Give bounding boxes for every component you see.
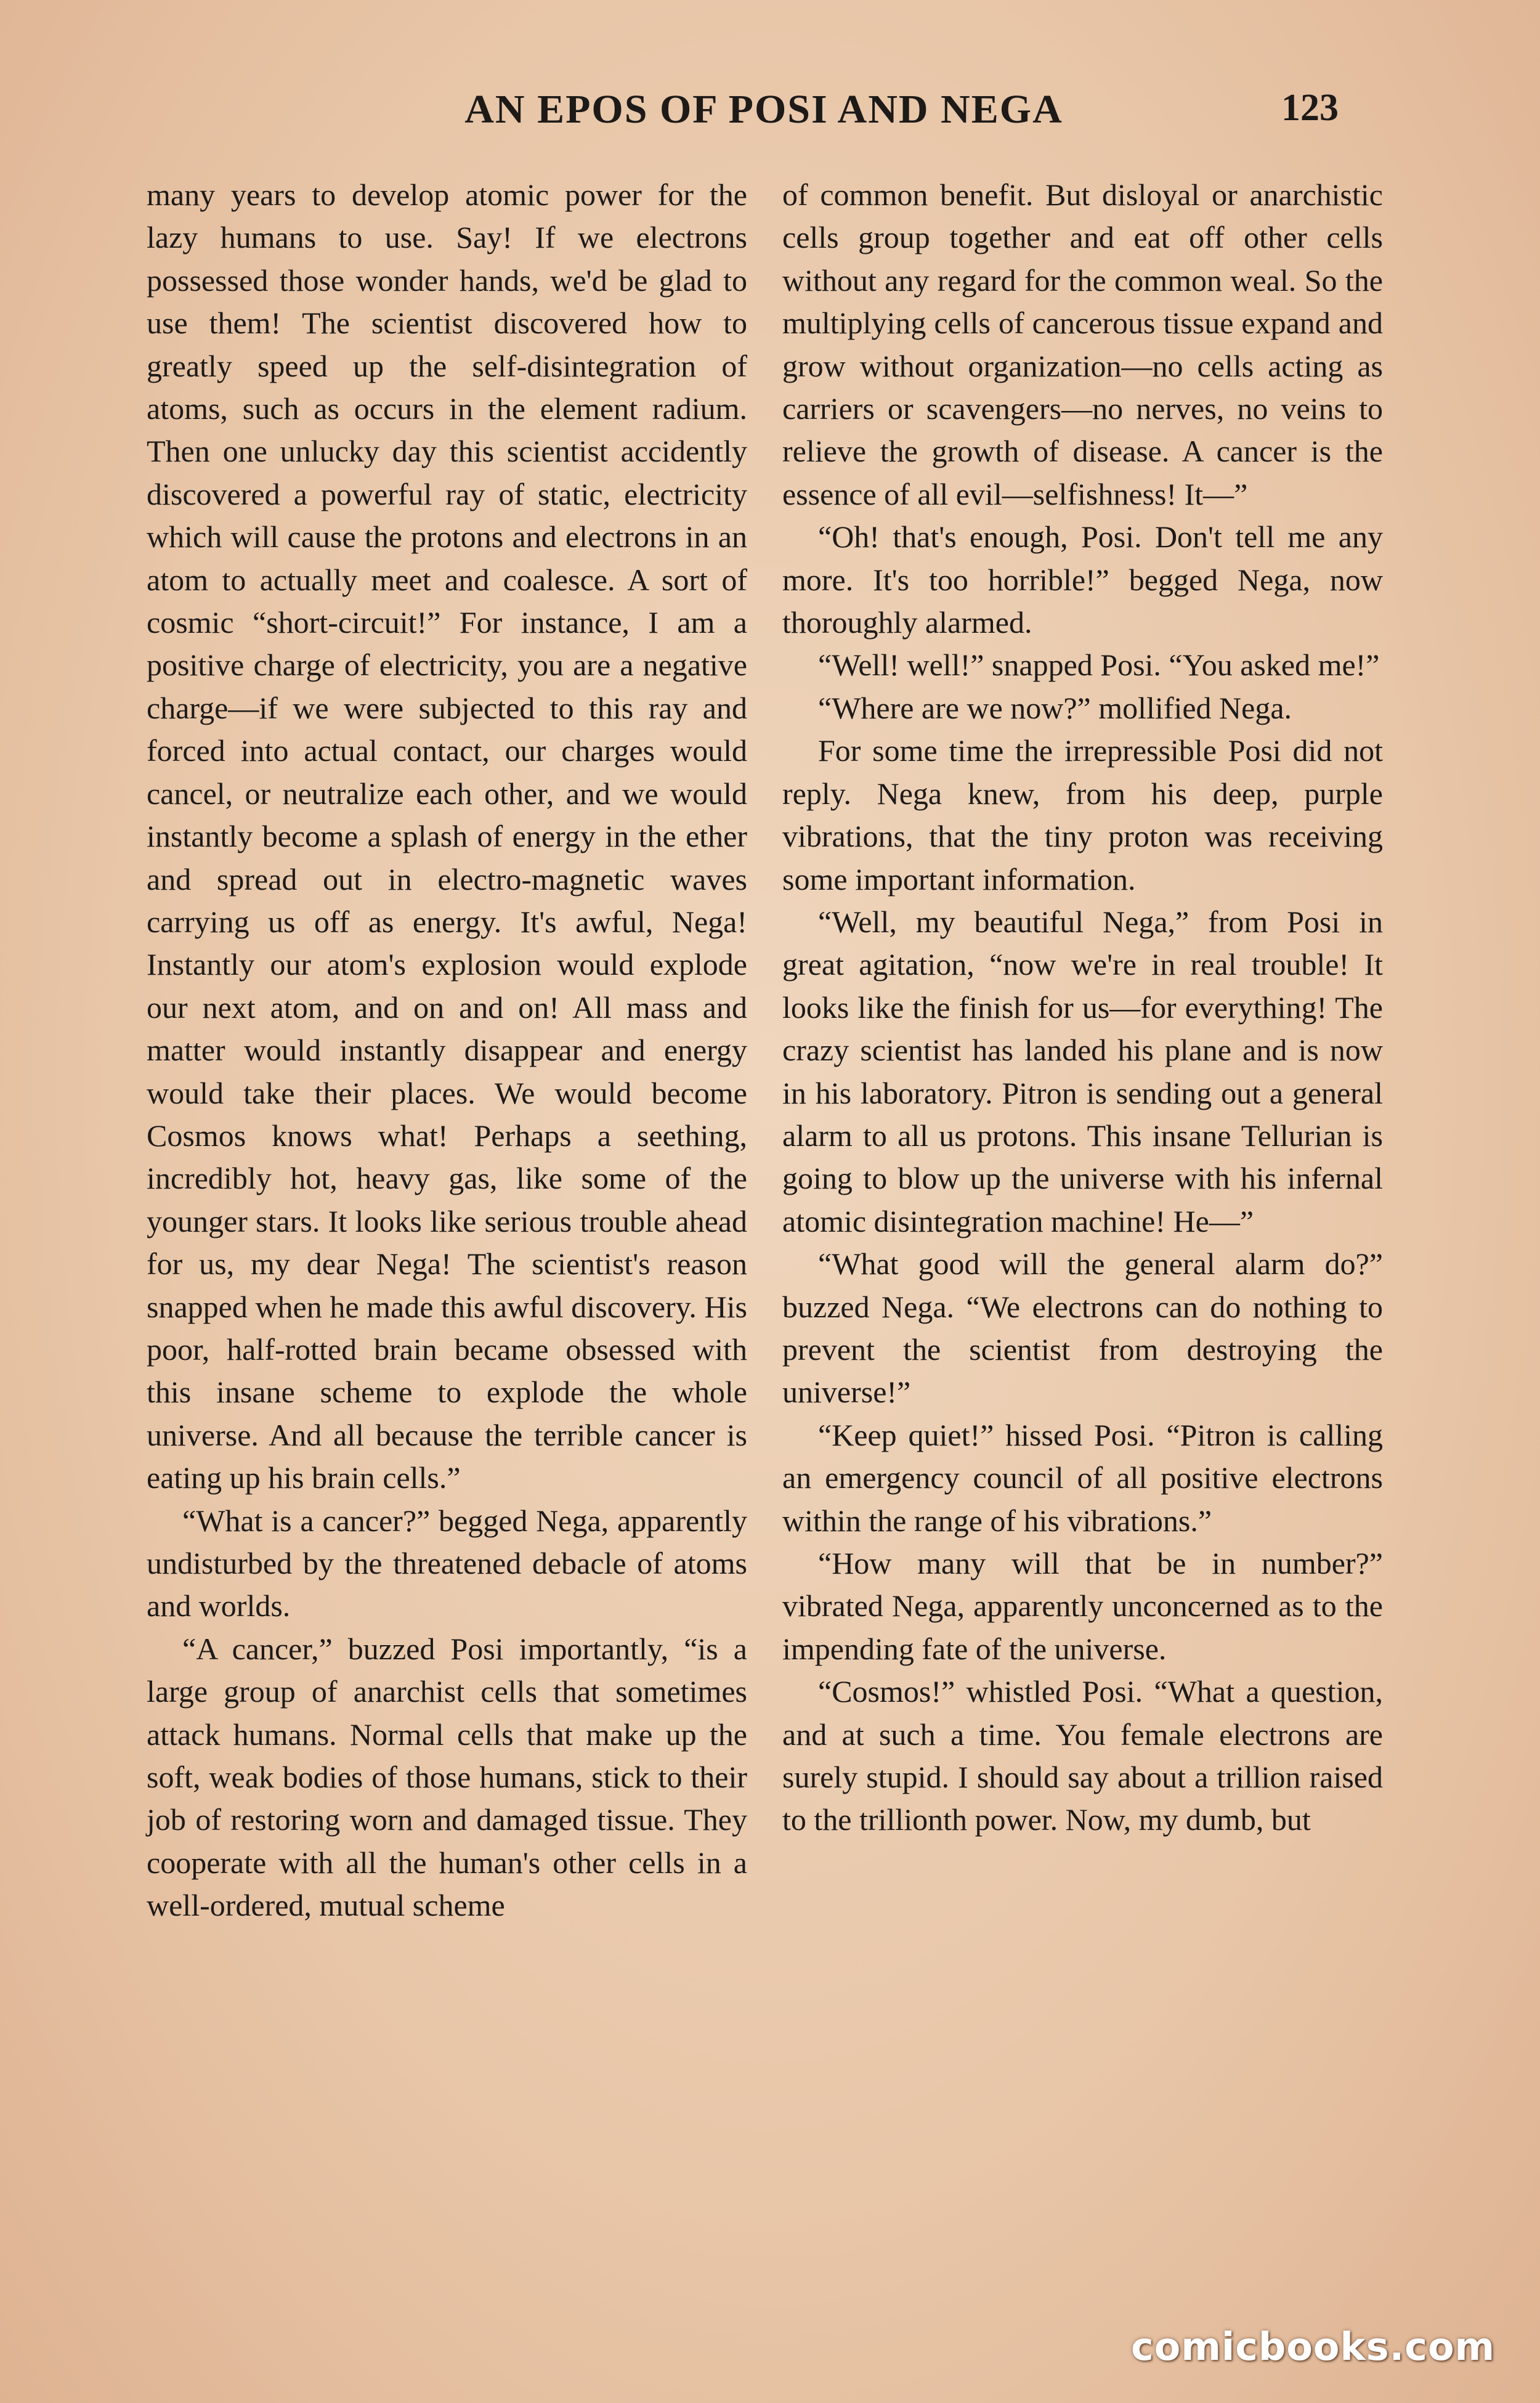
right-column [782, 174, 1383, 1842]
running-title: AN EPOS OF POSI AND NEGA [464, 87, 1063, 132]
page-header [0, 86, 1540, 148]
paragraph: “A cancer,” buzzed Posi importantly, “is a large group of anarchist cells that sometimes attack humans. Normal cells that make up the soft, weak bodies of those humans, stick to their job of restoring worn and damaged tissue. They cooperate with all the human's other cells in a well-ordered, mutual scheme [147, 1631, 747, 1923]
paragraph: “Where are we now?” mollified Nega. [818, 690, 1292, 725]
page-number: 123 [1281, 87, 1339, 129]
paragraph: of common benefit. But disloyal or anarchistic cells group together and eat off other cells without any regard for the common weal. So the multiplying cells of cancerous tissue expand and grow without organization—no cells acting as carriers or scavengers—no nerves, no veins to relieve the growth of disease. A cancer is the essence of all evil—selfishness! It—” [782, 177, 1383, 511]
left-column [147, 174, 747, 1927]
paragraph: many years to develop atomic power for the lazy humans to use. Say! If we electrons possessed those wonder hands, we'd be glad to use them! The scientist discovered how to greatly speed up the self-disintegration of atoms, such as occurs in the element radium. Then one unlucky day this scientist accidently discovered a powerful ray of static, electricity which will cause the protons and electrons in an atom to actually meet and coalesce. A sort of cosmic “short-circuit!” For instance, I am a positive charge of electricity, you are a negative charge—if we were subjected to this ray and forced into actual contact, our charges would cancel, or neutralize each other, and we would instantly become a splash of energy in the ether and spread out in electro-magnetic waves carrying us off as energy. It's awful, Nega! Instantly our atom's explosion would explode our next atom, and on and on! All mass and matter would instantly disappear and energy would take their places. We would become Cosmos knows what! Perhaps a seething, incredibly hot, heavy gas, like some of the younger stars. It looks like serious trouble ahead for us, my dear Nega! The scientist's reason snapped when he made this awful discovery. His poor, half-rotted brain became obsessed with this insane scheme to explode the whole universe. And all because the terrible cancer is eating up his brain cells.” [147, 177, 747, 1495]
paragraph: “How many will that be in number?” vibrated Nega, apparently unconcerned as to the impending fate of the universe. [782, 1546, 1383, 1666]
paragraph: For some time the irrepressible Posi did not reply. Nega knew, from his deep, purple vibrations, that the tiny proton was receiving some important information. [782, 733, 1383, 897]
paragraph: “Well! well!” snapped Posi. “You asked me!” [818, 648, 1380, 683]
paragraph: “What good will the general alarm do?” buzzed Nega. “We electrons can do nothing to prevent the scientist from destroying the universe!” [782, 1246, 1383, 1410]
watermark: comicbooks.com [1131, 2324, 1496, 2369]
paragraph: “What is a cancer?” begged Nega, apparently undisturbed by the threatened debacle of atoms and worlds. [147, 1503, 747, 1624]
paragraph: “Well, my beautiful Nega,” from Posi in great agitation, “now we're in real trouble! It looks like the finish for us—for everything! The crazy scientist has landed his plane and is now in his laboratory. Pitron is sending out a general alarm to all us protons. This insane Tellurian is going to blow up the universe with his infernal atomic disintegration machine! He—” [782, 904, 1383, 1238]
paragraph: “Oh! that's enough, Posi. Don't tell me any more. It's too horrible!” begged Nega, now thoroughly alarmed. [782, 519, 1383, 640]
paragraph: “Keep quiet!” hissed Posi. “Pitron is calling an emergency council of all positive electrons within the range of his vibrations.” [782, 1417, 1383, 1538]
paragraph: “Cosmos!” whistled Posi. “What a question, and at such a time. You female electrons are surely stupid. I should say about a trillion raised to the trillionth power. Now, my dumb, but [782, 1674, 1383, 1837]
